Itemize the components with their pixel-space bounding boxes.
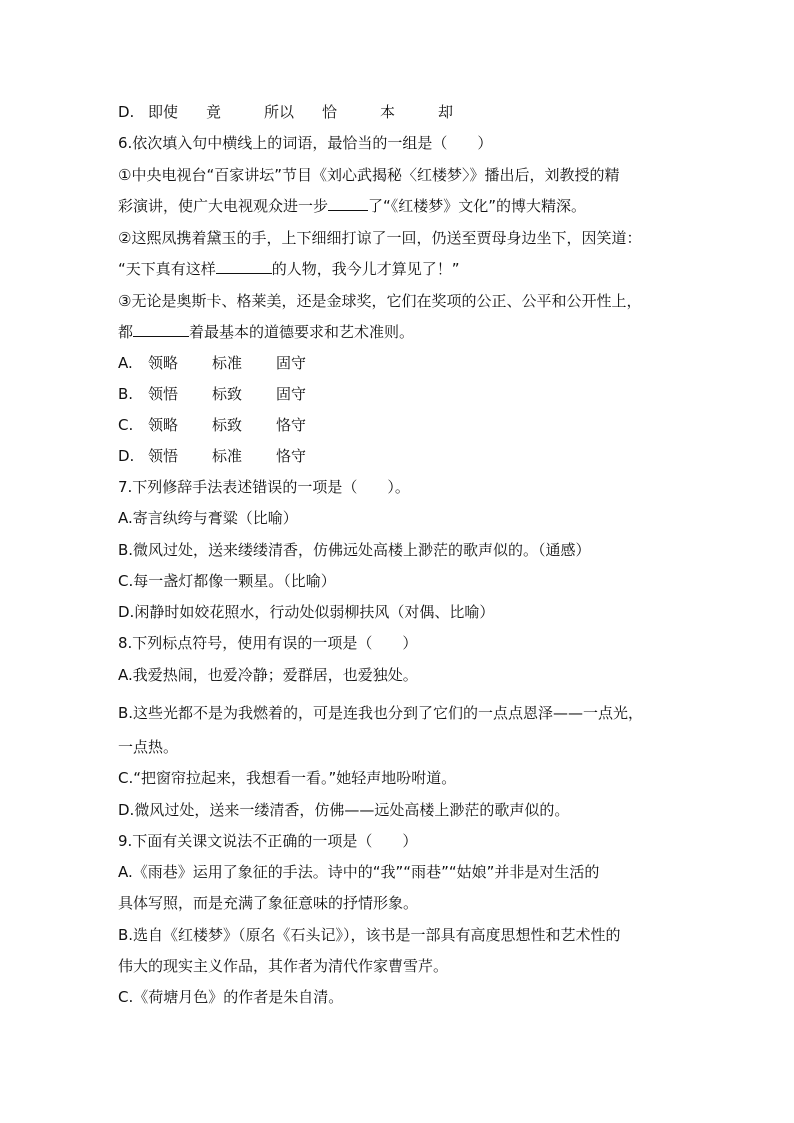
q7-option-b: B.微风过处，送来缕缕清香，仿佛远处高楼上渺茫的歌声似的。（通感） [118, 541, 591, 559]
option-word: 本 [380, 103, 396, 121]
q8-option-d: D.微风过处，送来一缕清香，仿佛——远处高楼上渺茫的歌声似的。 [118, 801, 570, 819]
fill-blank [216, 259, 272, 274]
option-word: 所以 [264, 103, 295, 121]
q8-option-a: A.我爱热闹，也爱冷静；爱群居，也爱独处。 [118, 666, 418, 684]
option-word: 固守 [276, 354, 307, 372]
option-word: 领悟 [148, 385, 179, 403]
q7-option-a: A.寄言纨绔与膏粱（比喻） [118, 509, 298, 527]
q7-option-c: C.每一盏灯都像一颗星。（比喻） [118, 572, 336, 590]
option-word: 恪守 [276, 447, 307, 465]
option-word: 标准 [212, 447, 243, 465]
q9-option-c: C.《荷塘月色》的作者是朱自清。 [118, 988, 344, 1006]
option-label: B. [118, 385, 134, 403]
option-word: 领略 [148, 354, 179, 372]
option-word: 竟 [206, 103, 222, 121]
text: 的人物，我今儿才算见了！” [271, 260, 460, 278]
q6-option-c [118, 415, 688, 435]
q6-sentence-3-line-2 [118, 322, 688, 342]
option-word: 领悟 [148, 447, 179, 465]
option-word: 标致 [212, 416, 243, 434]
q9-option-a-line-2: 具体写照，而是充满了象征意味的抒情形象。 [118, 894, 419, 912]
q6-stem: 6.依次填入句中横线上的词语，最恰当的一组是（ ） [118, 134, 493, 152]
q6-sentence-1-line-1: ①中央电视台“百家讲坛”节目《刘心武揭秘〈红楼梦〉》播出后，刘教授的精 [118, 166, 620, 184]
option-word: 领略 [148, 416, 179, 434]
text: 彩演讲，使广大电视观众进一步 [118, 197, 329, 215]
q6-sentence-2-line-1: ②这熙凤携着黛玉的手，上下细细打谅了一回，仍送至贾母身边坐下，因笑道： [118, 229, 642, 247]
q6-option-d [118, 446, 688, 466]
q6-sentence-2-line-2 [118, 259, 688, 279]
text: 了“《红楼梦》文化”的博大精深。 [368, 197, 587, 215]
q5-option-d [118, 102, 688, 122]
q6-sentence-3-line-1: ③无论是奥斯卡、格莱美，还是金球奖，它们在奖项的公正、公平和公开性上， [118, 292, 642, 310]
text: 着最基本的道德要求和艺术准则。 [189, 323, 415, 341]
q7-stem: 7.下列修辞手法表述错误的一项是（ ）。 [118, 478, 410, 496]
fill-blank [133, 322, 189, 337]
q8-option-c: C.“把窗帘拉起来，我想看一看。”她轻声地吩咐道。 [118, 769, 457, 787]
q8-option-b-line-1: B.这些光都不是为我燃着的，可是连我也分到了它们的一点点恩泽——一点光， [118, 704, 644, 722]
text: “天下真有这样 [118, 260, 216, 278]
option-word: 标准 [212, 354, 243, 372]
option-word: 即使 [148, 103, 179, 121]
q6-option-a [118, 353, 688, 373]
option-label: C. [118, 416, 134, 434]
q6-option-b [118, 384, 688, 404]
option-word: 固守 [276, 385, 307, 403]
q8-stem: 8.下列标点符号，使用有误的一项是（ ） [118, 634, 418, 652]
q9-option-b-line-2: 伟大的现实主义作品，其作者为清代作家曹雪芹。 [118, 957, 449, 975]
q9-option-a-line-1: A.《雨巷》运用了象征的手法。诗中的“我”“雨巷”“姑娘”并非是对生活的 [118, 863, 600, 881]
option-word: 标致 [212, 385, 243, 403]
fill-blank [328, 196, 368, 211]
q8-option-b-line-2: 一点热。 [118, 738, 179, 756]
text: 都 [118, 323, 134, 341]
q9-option-b-line-1: B.选自《红楼梦》（原名《石头记》），该书是一部具有高度思想性和艺术性的 [118, 926, 621, 944]
q9-stem: 9.下面有关课文说法不正确的一项是（ ） [118, 832, 418, 850]
option-word: 却 [438, 103, 454, 121]
q7-option-d: D.闲静时如姣花照水，行动处似弱柳扶风（对偶、比喻） [118, 603, 495, 621]
q6-sentence-1-line-2 [118, 196, 688, 216]
option-word: 恰 [322, 103, 338, 121]
option-word: 恪守 [276, 416, 307, 434]
option-label: A. [118, 354, 133, 372]
option-label: D. [118, 103, 135, 121]
option-label: D. [118, 447, 135, 465]
